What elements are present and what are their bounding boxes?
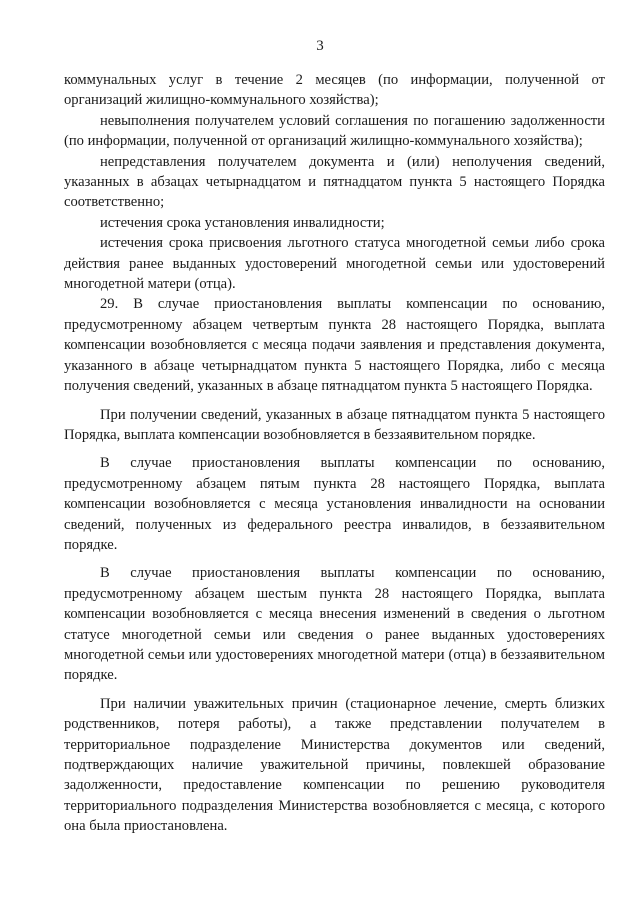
paragraph-utility-debt: коммунальных услуг в течение 2 месяцев (по информации, полученной от организаций жилищно-коммунального хозяйства); [64,72,605,109]
paragraph-info-received: При получении сведений, указанных в абзаце пятнадцатом пункта 5 настоящего Порядка, выплата компенсации возобновляется в беззаявительном порядке. [64,406,605,443]
document-body [64,70,605,837]
paragraph-status-resume: В случае приостановления выплаты компенсации по основанию, предусмотренному абзацем шестым пункта 28 настоящего Порядка, выплата компенсации возобновляется с месяца внесения изменений в сведения о льготном статусе многодетной семьи или сведения о ранее выданных удостоверениях многодетной семьи или удостоверениях многодетной матери (отца) в беззаявительном порядке. [64,565,605,684]
paragraph-document-not-provided: непредставления получателем документа и (или) неполучения сведений, указанных в абзацах четырнадцатом и пятнадцатом пункта 5 настоящего Порядка соответственно; [64,153,605,211]
paragraph-disability-expiry: истечения срока установления инвалидности; [100,214,385,231]
paragraph-large-family-status-expiry: истечения срока присвоения льготного статуса многодетной семьи либо срока действия ранее выданных удостоверений многодетной семьи или удостоверений многодетной матери (отца). [64,235,605,293]
paragraph-valid-reasons: При наличии уважительных причин (стационарное лечение, смерть близких родственников, потеря работы), а также представлении получателем в территориальное подразделение Министерства документов или сведений, подтверждающих наличие уважительной причины, повлекшей образование задолженности, предоставление компенсации по решению руководителя территориального подразделения Министерства возобновляется с месяца, с которого она была приостановлена. [64,695,605,835]
page-number: 3 [316,38,324,54]
paragraph-item-29: 29. В случае приостановления выплаты компенсации по основанию, предусмотренному абзацем четвертым пункта 28 настоящего Порядка, выплата компенсации возобновляется с месяца подачи заявления и представления документа, указанного в абзаце четырнадцатом пункта 5 настоящего Порядка, либо с месяца получения сведений, указанных в абзаце пятнадцатом пункта 5 настоящего Порядка. [64,296,605,395]
paragraph-disability-resume: В случае приостановления выплаты компенсации по основанию, предусмотренному абзацем пятым пункта 28 настоящего Порядка, выплата компенсации возобновляется с месяца установления инвалидности на основании сведений, полученных из федерального реестра инвалидов, в беззаявительном порядке. [64,455,605,553]
paragraph-agreement-violation: невыполнения получателем условий соглашения по погашению задолженности (по информации, полученной от организаций жилищно-коммунального хозяйства); [64,112,605,150]
